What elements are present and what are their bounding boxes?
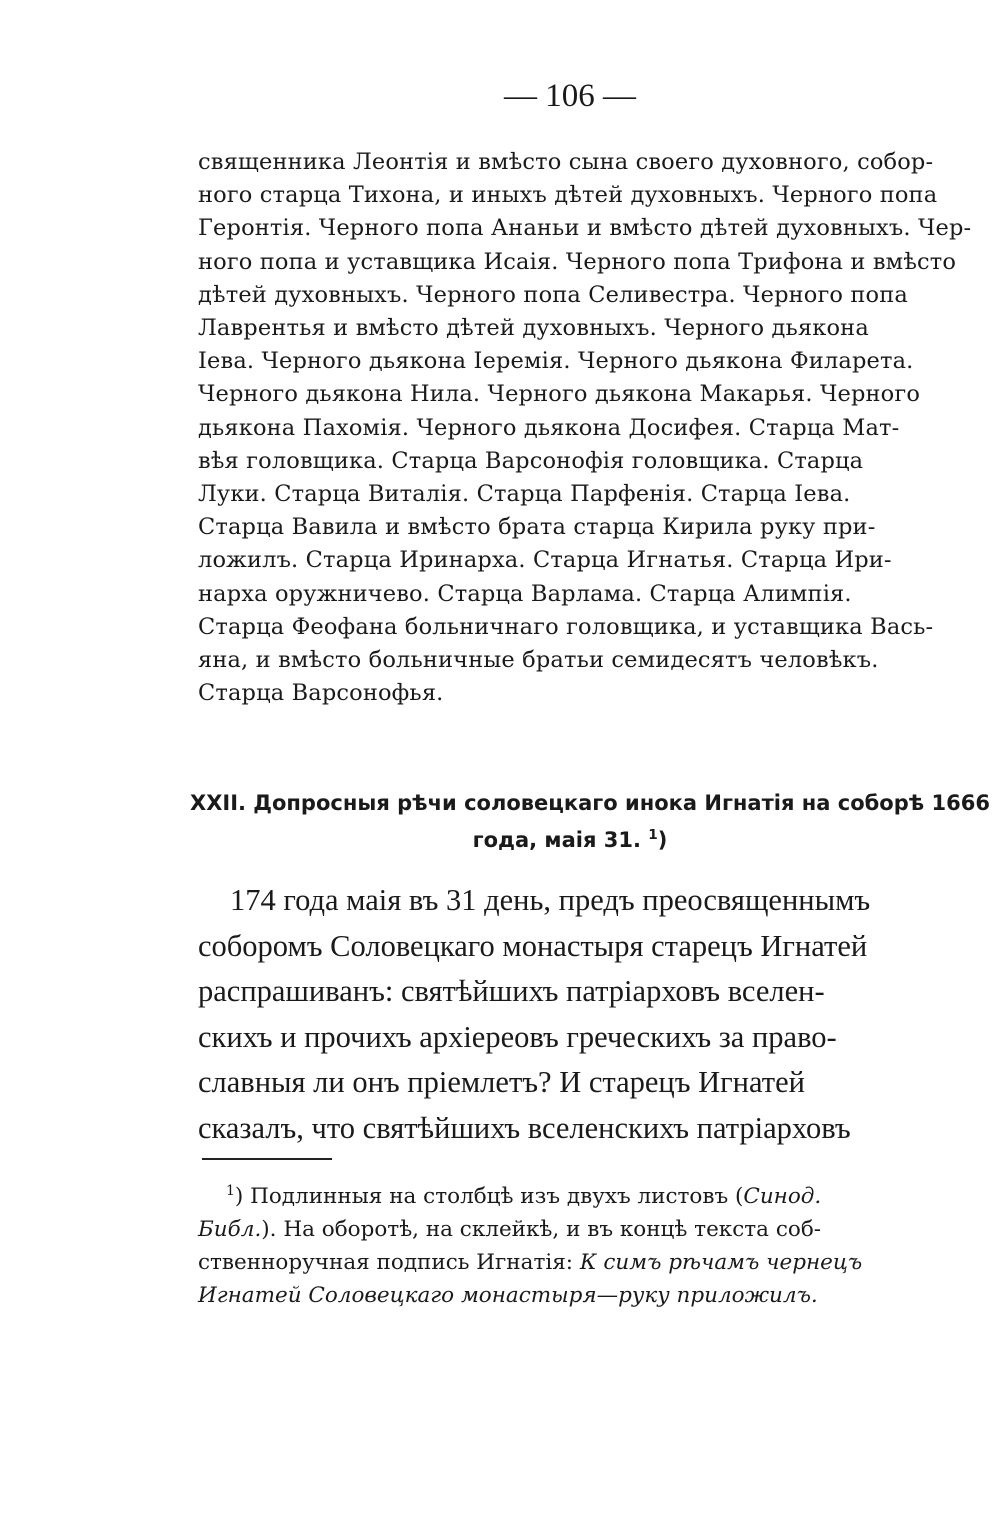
heading-line-1: XXII. Допросныя рѣчи соловецкаго инока Игнатія на соборѣ 1666 bbox=[190, 791, 990, 815]
text-line: дьякона Пахомія. Черного дьякона Досифея. Старца Мат- bbox=[198, 414, 900, 441]
text-line: ложилъ. Старца Иринарха. Старца Игнатья. Старца Ири- bbox=[198, 547, 892, 574]
body-line: славныя ли онъ пріемлетъ? И старецъ Игнатей bbox=[198, 1065, 805, 1099]
body-line: 174 года маія въ 31 день, предъ преосвященнымъ bbox=[230, 883, 871, 917]
text-line: яна, и вмѣсто больничные братьи семидесятъ человѣкъ. bbox=[198, 647, 879, 674]
footnote-text: ) Подлинныя на столбцѣ изъ двухъ листовъ ( bbox=[234, 1184, 744, 1209]
heading-line-2 bbox=[190, 822, 950, 859]
footnote-italic: К симъ рѣчамъ чернецъ bbox=[579, 1250, 863, 1275]
heading-date: года, маія 31. bbox=[472, 828, 641, 852]
footnote-text: ). На оборотѣ, на склейкѣ, и въ концѣ текста соб- bbox=[261, 1217, 822, 1242]
body-line: соборомъ Соловецкаго монастыря старецъ Игнатей bbox=[198, 928, 868, 963]
text-line: Іева. Черного дьякона Іеремія. Черного дьякона Филарета. bbox=[198, 348, 914, 375]
footnote-text: ственноручная подпись Игнатія: bbox=[198, 1250, 580, 1275]
footnote-line-1 bbox=[198, 1180, 943, 1213]
footnote-mark: 1 bbox=[226, 1182, 235, 1199]
text-line: Лаврентья и вмѣсто дѣтей духовныхъ. Черного дьякона bbox=[198, 315, 869, 342]
text-line: Черного дьякона Нила. Черного дьякона Макарья. Черного bbox=[198, 381, 921, 408]
footnote-reference: 1 bbox=[648, 827, 658, 843]
footnote-italic: Библ. bbox=[198, 1217, 262, 1242]
text-line: ного старца Тихона, и иныхъ дѣтей духовныхъ. Черного попа bbox=[198, 182, 938, 209]
signatories-list bbox=[198, 146, 972, 710]
text-line: ного попа и уставщика Исаія. Черного попа Трифона и вмѣсто bbox=[198, 248, 957, 275]
text-line: Старца Варсонофья. bbox=[198, 680, 444, 707]
footnote-line-3 bbox=[198, 1246, 943, 1279]
page-number: — 106 — bbox=[504, 78, 636, 114]
body-paragraph bbox=[198, 878, 943, 1151]
text-line: Старца Вавила и вмѣсто брата старца Кирила руку при- bbox=[198, 514, 876, 541]
text-line: нарха оружничево. Старца Варлама. Старца Алимпія. bbox=[198, 580, 852, 607]
footnote-divider bbox=[202, 1158, 332, 1160]
body-line: распрашиванъ: святѣйшихъ патріарховъ вселен- bbox=[198, 974, 825, 1008]
footnote-line-4: Игнатей Соловецкаго монастыря—руку приложилъ. bbox=[198, 1283, 818, 1308]
footnote-line-2 bbox=[198, 1213, 943, 1246]
text-line: вѣя головщика. Старца Варсонофія головщика. Старца bbox=[198, 447, 864, 474]
footnote-reference-paren: ) bbox=[657, 828, 668, 852]
text-line: Геронтія. Черного попа Ананьи и вмѣсто дѣтей духовныхъ. Чер- bbox=[198, 215, 972, 242]
footnote bbox=[198, 1180, 943, 1312]
text-line: дѣтей духовныхъ. Черного попа Селивестра. Черного попа bbox=[198, 281, 908, 308]
footnote-italic: Синод. bbox=[743, 1184, 822, 1209]
body-line: сказалъ, что святѣйшихъ вселенскихъ патріарховъ bbox=[198, 1110, 851, 1145]
section-heading bbox=[190, 785, 990, 859]
text-line: священника Леонтія и вмѣсто сына своего духовного, собор- bbox=[198, 149, 934, 175]
text-line: Старца Феофана больничнаго головщика, и уставщика Вась- bbox=[198, 613, 934, 640]
body-line: скихъ и прочихъ архіереовъ греческихъ за право- bbox=[198, 1019, 837, 1054]
text-line: Луки. Старца Виталія. Старца Парфенія. Старца Іева. bbox=[198, 481, 851, 508]
